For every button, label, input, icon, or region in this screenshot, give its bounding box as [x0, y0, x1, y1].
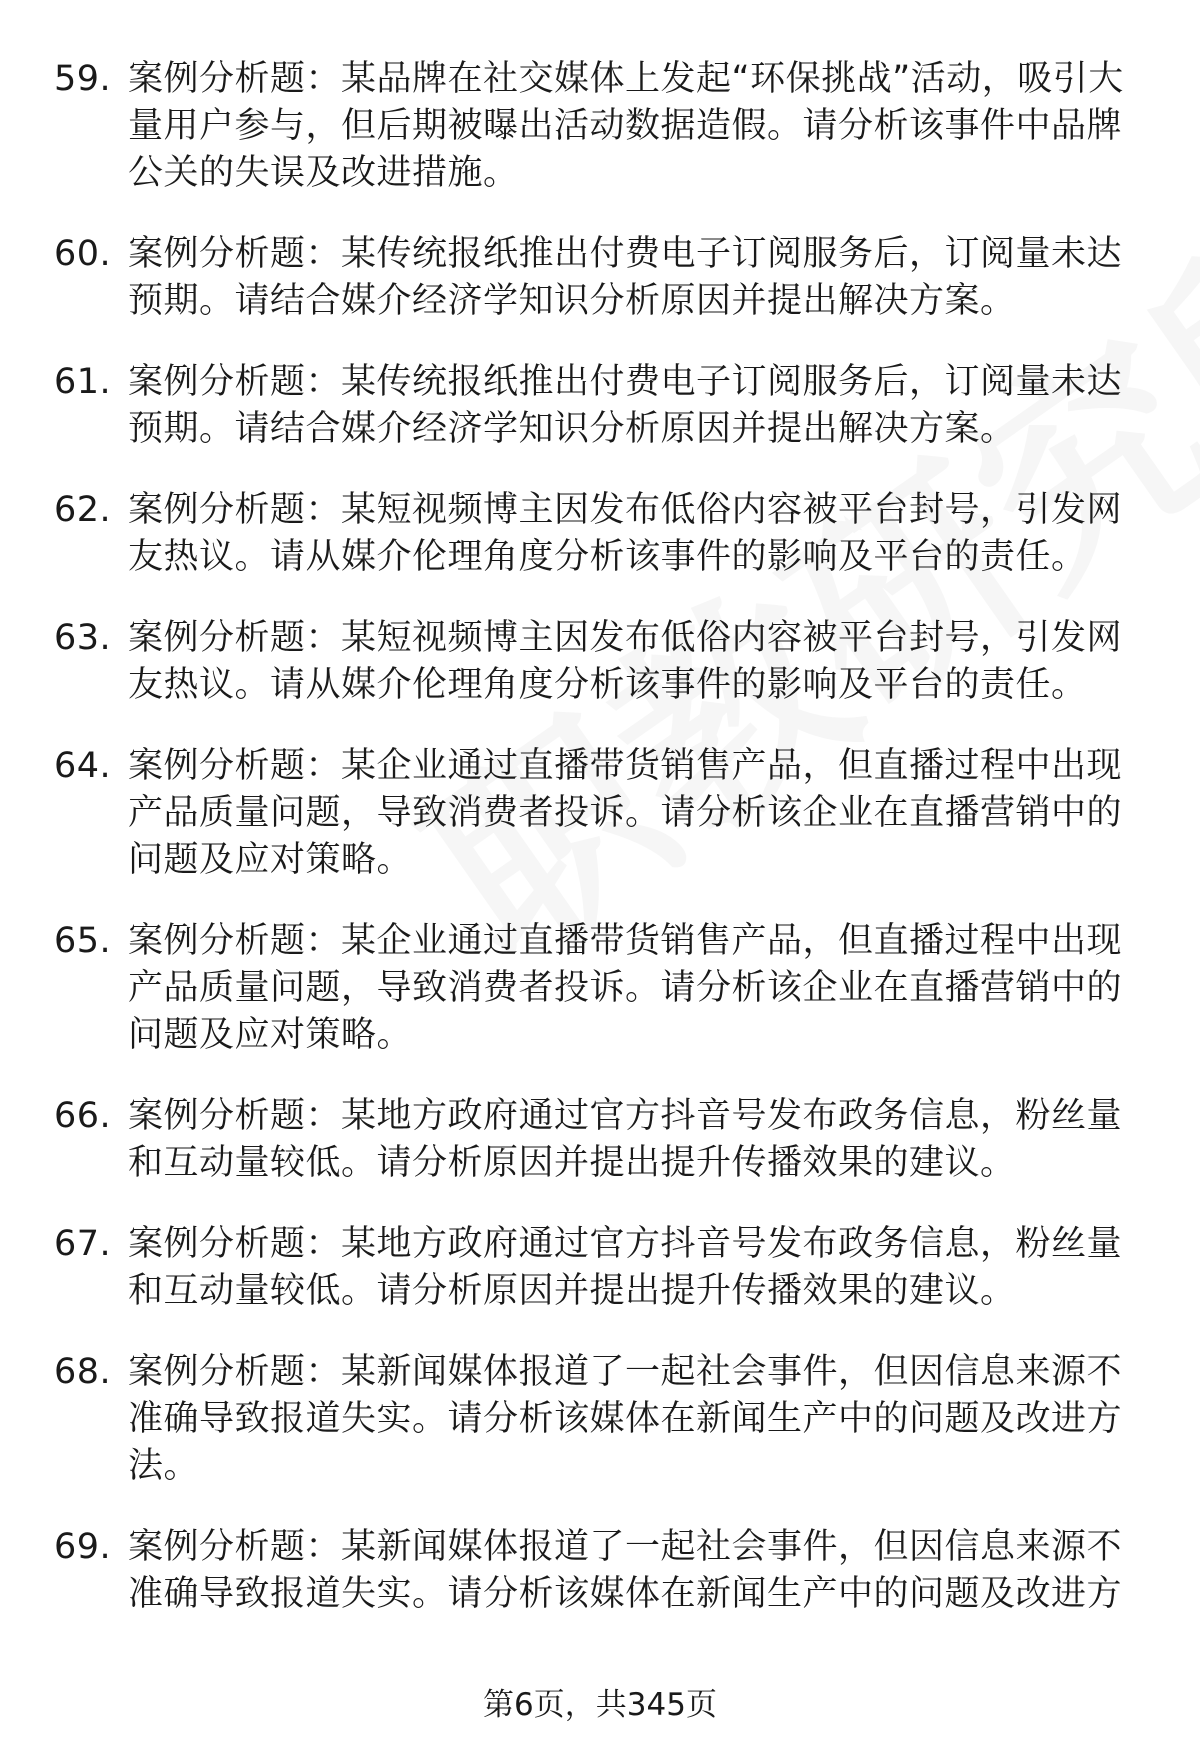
question-number: 66. [54, 1096, 112, 1136]
question-number: 61. [54, 362, 112, 402]
question-text: 案例分析题：某地方政府通过官方抖音号发布政务信息，粉丝量和互动量较低。请分析原因并提出提升传播效果的建议。 [128, 1224, 1123, 1311]
question-number: 64. [54, 746, 112, 786]
question-item [0, 1093, 1200, 1187]
question-item [0, 487, 1200, 581]
question-number: 65. [54, 921, 112, 961]
question-text: 案例分析题：某企业通过直播带货销售产品，但直播过程中出现产品质量问题，导致消费者投诉。请分析该企业在直播营销中的问题及应对策略。 [128, 921, 1123, 1055]
question-item [0, 918, 1200, 1059]
question-item [0, 231, 1200, 325]
question-item [0, 56, 1200, 197]
question-item [0, 615, 1200, 709]
question-text: 案例分析题：某企业通过直播带货销售产品，但直播过程中出现产品质量问题，导致消费者投诉。请分析该企业在直播营销中的问题及应对策略。 [128, 746, 1123, 880]
question-number: 69. [54, 1527, 112, 1567]
question-text: 案例分析题：某短视频博主因发布低俗内容被平台封号，引发网友热议。请从媒介伦理角度分析该事件的影响及平台的责任。 [128, 490, 1123, 577]
question-number: 60. [54, 234, 112, 274]
question-number: 68. [54, 1352, 112, 1392]
question-text: 案例分析题：某品牌在社交媒体上发起“环保挑战”活动，吸引大量用户参与，但后期被曝出活动数据造假。请分析该事件中品牌公关的失误及改进措施。 [128, 59, 1124, 193]
question-item [0, 359, 1200, 453]
question-item [0, 743, 1200, 884]
question-text: 案例分析题：某传统报纸推出付费电子订阅服务后，订阅量未达预期。请结合媒介经济学知识分析原因并提出解决方案。 [128, 234, 1123, 321]
question-text: 案例分析题：某短视频博主因发布低俗内容被平台封号，引发网友热议。请从媒介伦理角度分析该事件的影响及平台的责任。 [128, 618, 1123, 705]
question-number: 63. [54, 618, 112, 658]
question-number: 59. [54, 59, 112, 99]
question-text: 案例分析题：某地方政府通过官方抖音号发布政务信息，粉丝量和互动量较低。请分析原因并提出提升传播效果的建议。 [128, 1096, 1123, 1183]
page-footer: 第6页，共345页 [483, 1687, 717, 1723]
question-text: 案例分析题：某新闻媒体报道了一起社会事件，但因信息来源不准确导致报道失实。请分析该媒体在新闻生产中的问题及改进方法。 [128, 1352, 1123, 1486]
question-text: 案例分析题：某新闻媒体报道了一起社会事件，但因信息来源不准确导致报道失实。请分析该媒体在新闻生产中的问题及改进方 [128, 1527, 1123, 1614]
question-item [0, 1221, 1200, 1315]
question-item [0, 1349, 1200, 1490]
question-number: 62. [54, 490, 112, 530]
question-text: 案例分析题：某传统报纸推出付费电子订阅服务后，订阅量未达预期。请结合媒介经济学知识分析原因并提出解决方案。 [128, 362, 1123, 449]
question-number: 67. [54, 1224, 112, 1264]
question-item [0, 1524, 1200, 1618]
question-list [0, 56, 1200, 1652]
